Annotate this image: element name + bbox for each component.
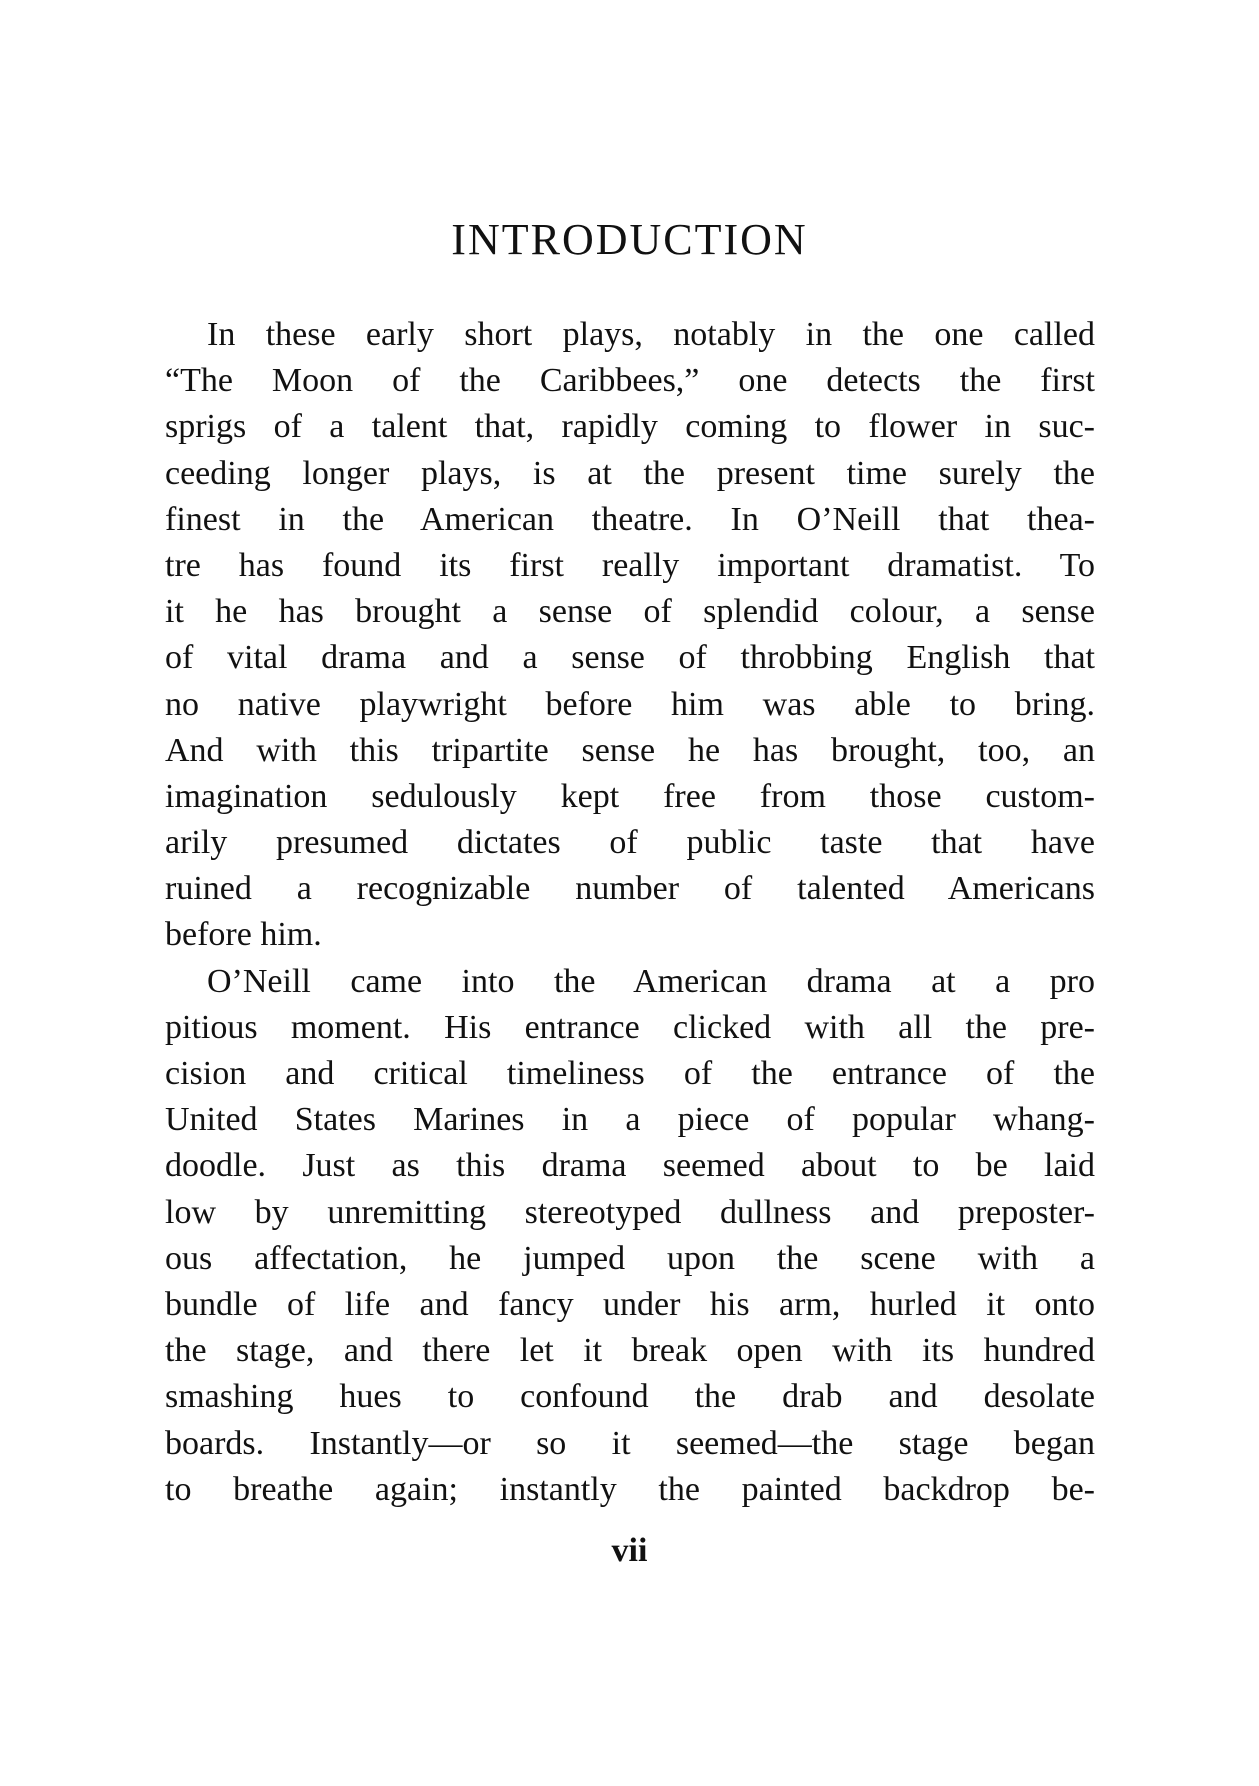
chapter-title: INTRODUCTION bbox=[451, 215, 808, 264]
text-line: before him. bbox=[165, 916, 322, 954]
text-line: cision and critical timeliness of the entrance of the bbox=[165, 1055, 1095, 1092]
text-line: “The Moon of the Caribbees,” one detects the first bbox=[165, 362, 1095, 400]
text-line: it he has brought a sense of splendid colour, a sense bbox=[165, 593, 1095, 631]
text-line: of vital drama and a sense of throbbing English that bbox=[165, 639, 1095, 677]
text-line: to breathe again; instantly the painted backdrop be- bbox=[165, 1470, 1095, 1508]
text-line: boards. Instantly—or so it seemed—the stage began bbox=[165, 1424, 1095, 1462]
text-line: bundle of life and fancy under his arm, hurled it onto bbox=[165, 1285, 1095, 1323]
text-line: smashing hues to confound the drab and desolate bbox=[165, 1378, 1095, 1416]
body-text bbox=[165, 312, 1095, 1513]
text-line: the stage, and there let it break open with its hundred bbox=[165, 1332, 1095, 1370]
text-line: United States Marines in a piece of popular whang- bbox=[165, 1101, 1095, 1139]
text-line: And with this tripartite sense he has brought, too, an bbox=[165, 731, 1095, 769]
paragraph-1 bbox=[165, 312, 1095, 959]
text-line: imagination sedulously kept free from those custom- bbox=[165, 777, 1095, 815]
text-line: pitious moment. His entrance clicked with all the pre- bbox=[165, 1008, 1095, 1046]
text-line: In these early short plays, notably in the one called bbox=[207, 316, 1095, 353]
text-line: sprigs of a talent that, rapidly coming to flower in suc- bbox=[165, 408, 1095, 446]
text-line: arily presumed dictates of public taste that have bbox=[165, 824, 1095, 862]
paragraph-2 bbox=[165, 959, 1095, 1513]
page-number: vii bbox=[611, 1532, 648, 1569]
text-line: finest in the American theatre. In O’Neill that thea- bbox=[165, 500, 1095, 538]
text-line: ruined a recognizable number of talented Americans bbox=[165, 870, 1095, 908]
text-line: tre has found its first really important dramatist. To bbox=[165, 546, 1095, 584]
text-line: ous affectation, he jumped upon the scene with a bbox=[165, 1239, 1095, 1277]
text-line: doodle. Just as this drama seemed about to be laid bbox=[165, 1147, 1095, 1185]
text-line: O’Neill came into the American drama at a pro bbox=[207, 962, 1095, 1000]
text-line: low by unremitting stereotyped dullness and preposter- bbox=[165, 1193, 1095, 1231]
text-line: no native playwright before him was able to bring. bbox=[165, 685, 1095, 723]
text-line: ceeding longer plays, is at the present time surely the bbox=[165, 454, 1095, 492]
